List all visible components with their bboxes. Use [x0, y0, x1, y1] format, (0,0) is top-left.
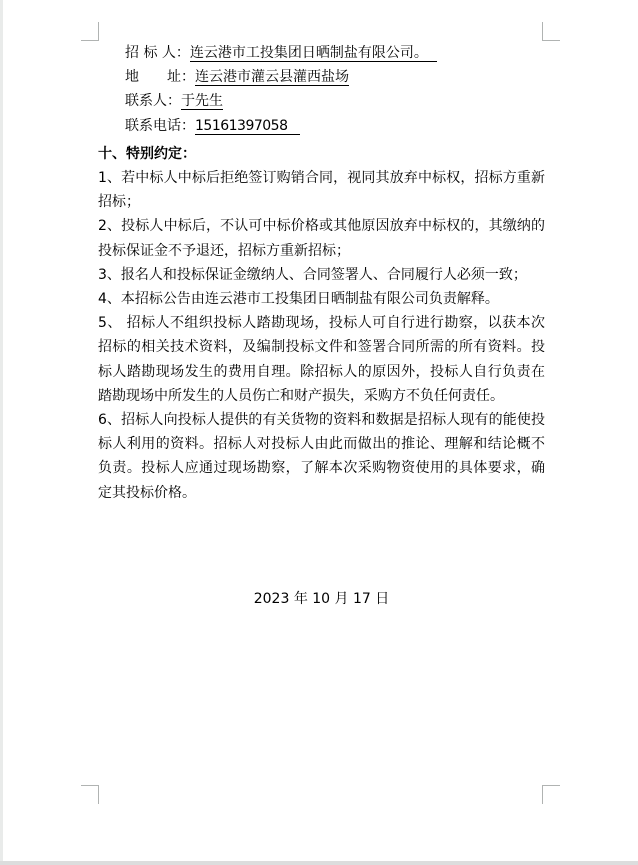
- bidder-value: 连云港市工投集团日晒制盐有限公司。: [190, 45, 437, 62]
- contact-block: [98, 41, 545, 138]
- term-item-5: 5、 招标人不组织投标人踏勘现场，投标人可自行进行勘察，以获本次招标的相关技术资料，及编制投标文件和签署合同所需的所有资料。投标人踏勘现场发生的费用自理。除招标人的原因外，投标人自行负责在踏勘现场中所发生的人员伤亡和财产损失，采购方不负任何责任。: [98, 315, 545, 404]
- address-value: 连云港市灌云县灌西盐场: [195, 69, 349, 86]
- text-boundary-mark-bottom-left: [81, 785, 99, 804]
- term-item-3: 3、报名人和投标保证金缴纳人、合同签署人、合同履行人必须一致；: [98, 266, 527, 283]
- term-item-6: 6、招标人向投标人提供的有关货物的资料和数据是招标人现有的能使投标人利用的资料。招标人对投标人由此而做出的推论、理解和结论概不负责。投标人应通过现场勘察，了解本次采购物资使用的具体要求，确定其投标价格。: [98, 412, 545, 501]
- app-background-left-edge: [0, 0, 3, 865]
- text-boundary-mark-top-right: [542, 22, 560, 41]
- address-line: [125, 65, 545, 89]
- term-item-4: 4、本招标公告由连云港市工投集团日晒制盐有限公司负责解释。: [98, 291, 499, 308]
- contact-person-line: [125, 89, 545, 113]
- bidder-label: 招 标 人：: [125, 45, 190, 61]
- bidder-line: [125, 41, 545, 65]
- document-body: [98, 41, 545, 611]
- section-heading: 十、特别约定：: [98, 145, 196, 162]
- term-item-1: 1、若中标人中标后拒绝签订购销合同，视同其放弃中标权，招标方重新招标；: [98, 170, 545, 211]
- phone-line: [125, 114, 545, 138]
- term-item-2: 2、投标人中标后，不认可中标价格或其他原因放弃中标权的，其缴纳的投标保证金不予退还，招标方重新招标；: [98, 218, 545, 259]
- app-background-bottom-edge: [0, 861, 638, 865]
- date-line: 2023 年 10 月 17 日: [253, 590, 390, 607]
- phone-label: 联系电话：: [125, 117, 195, 134]
- text-boundary-mark-top-left: [81, 22, 99, 41]
- contact-person-label: 联系人：: [125, 93, 181, 110]
- text-boundary-mark-bottom-right: [542, 785, 560, 804]
- phone-value: 15161397058: [195, 118, 300, 135]
- contact-person-value: 于先生: [181, 93, 223, 110]
- address-label: 地 址：: [125, 69, 195, 86]
